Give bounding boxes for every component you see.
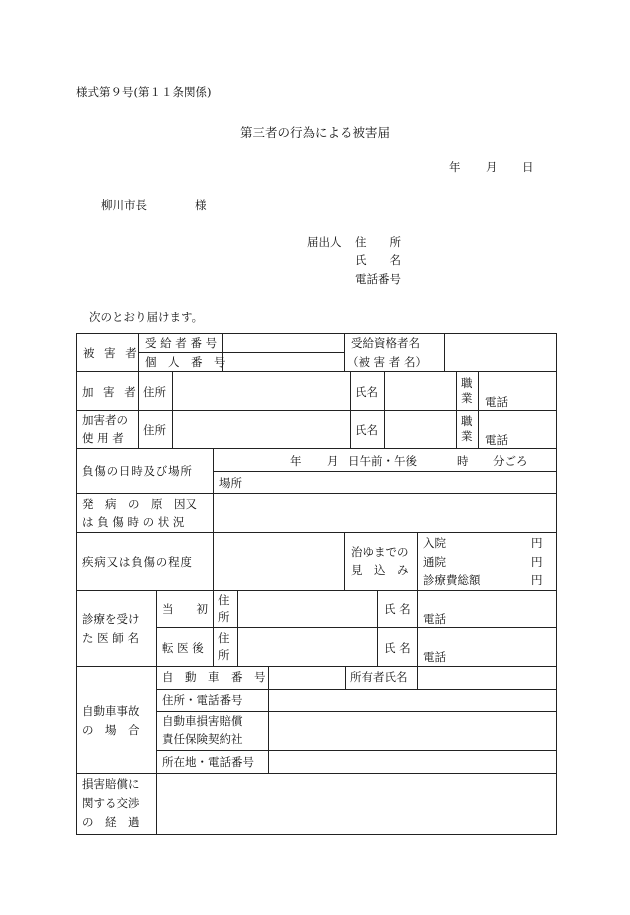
initial-doctor-label: 当 初 xyxy=(162,602,208,616)
injury-day-ampm-label: 日午前・午後 xyxy=(348,454,417,468)
owner-name-label: 所有者氏名 xyxy=(350,670,408,684)
recipient-number-label: 受 給 者 番 号 xyxy=(145,336,218,350)
employer-phone-label: 電話 xyxy=(485,433,508,447)
initial-phone-label: 電話 xyxy=(423,612,446,626)
inpatient-yen: 円 xyxy=(531,536,543,550)
insurer-label-1: 自動車損害賠償 xyxy=(162,714,243,728)
negotiation-label-2: 関する交渉 xyxy=(82,796,140,810)
employer-occupation-label-1: 職 xyxy=(461,414,473,428)
transfer-phone-label: 電話 xyxy=(423,650,446,664)
qualified-name-label: 受給資格者名 xyxy=(351,336,420,350)
insurer-location-phone-label: 所在地・電話番号 xyxy=(162,755,254,769)
injury-year-label: 年 xyxy=(290,454,302,468)
insurer-label-2: 責任保険契約社 xyxy=(162,732,243,746)
offender-phone-label: 電話 xyxy=(485,395,508,409)
date-month-label: 月 xyxy=(486,160,498,174)
submitter-label: 届出人 xyxy=(307,235,342,249)
initial-address-label-2: 所 xyxy=(218,610,230,624)
employer-occupation-label-2: 業 xyxy=(461,429,473,443)
form-title: 第三者の行為による被害届 xyxy=(240,125,391,140)
recovery-label-2: 見 込 み xyxy=(351,563,409,577)
transfer-doctor-label: 転 医 後 xyxy=(162,641,204,655)
offender-name-label: 氏名 xyxy=(355,385,378,399)
doctor-label-1: 診療を受け xyxy=(82,612,140,626)
employer-address-label: 住所 xyxy=(143,423,166,437)
injury-minute-label: 分ごろ xyxy=(493,454,528,468)
offender-occupation-label-1: 職 xyxy=(461,376,473,390)
inpatient-label: 入院 xyxy=(423,536,446,550)
date-day-label: 日 xyxy=(522,160,534,174)
initial-name-label: 氏 名 xyxy=(384,602,411,616)
transfer-address-label-1: 住 xyxy=(218,631,230,645)
submitter-name-label: 氏 名 xyxy=(355,253,401,267)
injury-hour-label: 時 xyxy=(457,454,469,468)
cause-label-2: は 負 傷 時 の 状 況 xyxy=(82,515,185,529)
date-year-label: 年 xyxy=(449,160,461,174)
car-accident-label-2: の 場 合 xyxy=(82,723,140,737)
transfer-name-label: 氏 名 xyxy=(384,641,411,655)
addressee: 柳川市長 xyxy=(101,198,147,212)
outpatient-label: 通院 xyxy=(423,555,446,569)
negotiation-label-1: 損害賠償に xyxy=(82,777,140,791)
employer-label-1: 加害者の xyxy=(82,413,128,427)
initial-address-label-1: 住 xyxy=(218,593,230,607)
injury-datetime-label: 負傷の日時及び場所 xyxy=(82,464,193,478)
cause-label-1: 発 病 の 原 因又 xyxy=(82,497,197,511)
negotiation-label-3: の 経 過 xyxy=(82,815,140,829)
victim-label: 被 害 者 xyxy=(83,346,140,360)
honorific: 様 xyxy=(195,198,207,212)
injury-degree-label: 疾病又は負傷の程度 xyxy=(82,555,193,569)
submitter-address-label: 住 所 xyxy=(355,235,401,249)
offender-label: 加 害 者 xyxy=(82,385,139,399)
employer-name-label: 氏名 xyxy=(355,423,378,437)
owner-address-phone-label: 住所・電話番号 xyxy=(162,693,243,707)
personal-number-label: 個 人 番 号 xyxy=(145,355,226,369)
employer-label-2: 使 用 者 xyxy=(82,431,124,445)
offender-address-label: 住所 xyxy=(143,385,166,399)
car-accident-label-1: 自動車事故 xyxy=(82,704,140,718)
total-cost-label: 診療費総額 xyxy=(423,573,481,587)
recovery-label-1: 治ゆまでの xyxy=(351,545,409,559)
total-cost-yen: 円 xyxy=(531,573,543,587)
form-number: 様式第９号(第１１条関係) xyxy=(76,85,212,99)
transfer-address-label-2: 所 xyxy=(218,648,230,662)
submitter-phone-label: 電話番号 xyxy=(355,272,401,286)
intro-text: 次のとおり届けます。 xyxy=(89,310,204,324)
victim-name-label: （被 害 者 名） xyxy=(347,355,427,369)
injury-place-label: 場所 xyxy=(219,476,242,490)
offender-occupation-label-2: 業 xyxy=(461,391,473,405)
car-number-label: 自 動 車 番 号 xyxy=(162,670,266,684)
injury-month-label: 月 xyxy=(327,454,339,468)
doctor-label-2: た 医 師 名 xyxy=(82,631,139,645)
outpatient-yen: 円 xyxy=(531,555,543,569)
